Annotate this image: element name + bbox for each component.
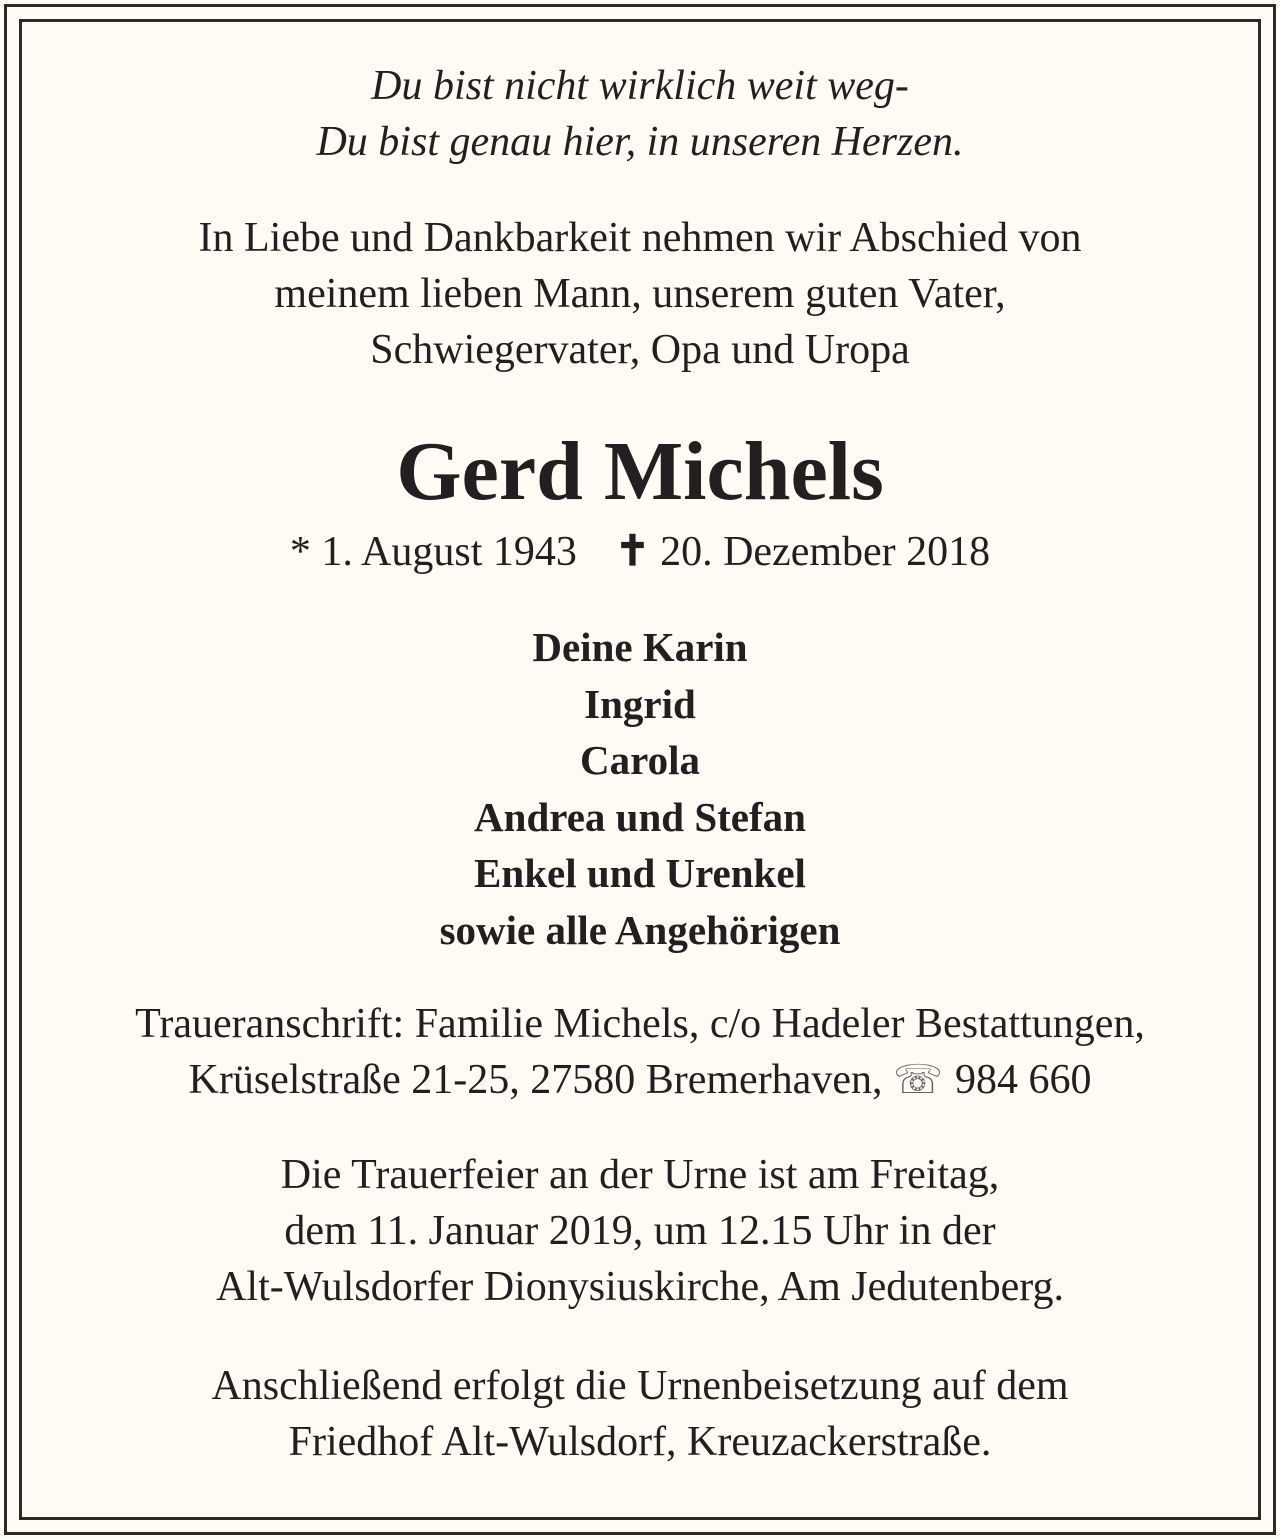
- mourner-name: Carola: [580, 737, 700, 783]
- cross-icon: ✝: [614, 529, 651, 575]
- motto-verse: [0, 58, 1280, 170]
- deceased-name: Gerd Michels: [396, 425, 884, 518]
- intro-line: Schwiegervater, Opa und Uropa: [370, 327, 910, 373]
- mourner-name: Deine Karin: [532, 624, 748, 670]
- address-line: [0, 1052, 1280, 1108]
- mourner-name: Ingrid: [584, 680, 696, 727]
- service-line: Alt-Wulsdorfer Dionysiuskirche, Am Jedutenberg.: [216, 1264, 1064, 1310]
- intro-line: meinem lieben Mann, unserem guten Vater,: [274, 271, 1006, 317]
- funeral-service-info: [0, 1147, 1280, 1315]
- birth-date: * 1. August 1943: [289, 529, 577, 575]
- mourners-list: [0, 619, 1280, 958]
- mourning-address: [0, 996, 1280, 1108]
- intro-line: In Liebe und Dankbarkeit nehmen wir Abschied von: [198, 215, 1082, 261]
- burial-line: Friedhof Alt-Wulsdorf, Kreuzackerstraße.: [288, 1419, 992, 1465]
- motto-line: Du bist nicht wirklich weit weg-: [371, 63, 909, 109]
- motto-line: Du bist genau hier, in unseren Herzen.: [316, 119, 964, 165]
- phone-number: 984 660: [955, 1057, 1092, 1103]
- service-line: Die Trauerfeier an der Urne ist am Freitag,: [280, 1152, 1000, 1198]
- burial-line: Anschließend erfolgt die Urnenbeisetzung auf dem: [211, 1363, 1069, 1409]
- death-date: 20. Dezember 2018: [660, 529, 991, 575]
- mourner-name: sowie alle Angehörigen: [439, 906, 841, 953]
- mourner-name: Enkel und Urenkel: [474, 850, 806, 896]
- mourner-name: Andrea und Stefan: [474, 793, 806, 840]
- telephone-icon: ☏: [892, 1057, 943, 1102]
- burial-info: [0, 1358, 1280, 1470]
- service-line: dem 11. Januar 2019, um 12.15 Uhr in der: [284, 1208, 996, 1254]
- farewell-intro: [0, 210, 1280, 378]
- address-line: Traueranschrift: Familie Michels, c/o Hadeler Bestattungen,: [135, 1001, 1145, 1047]
- address-street: Krüselstraße 21-25, 27580 Bremerhaven,: [188, 1057, 883, 1103]
- life-dates: [0, 526, 1280, 578]
